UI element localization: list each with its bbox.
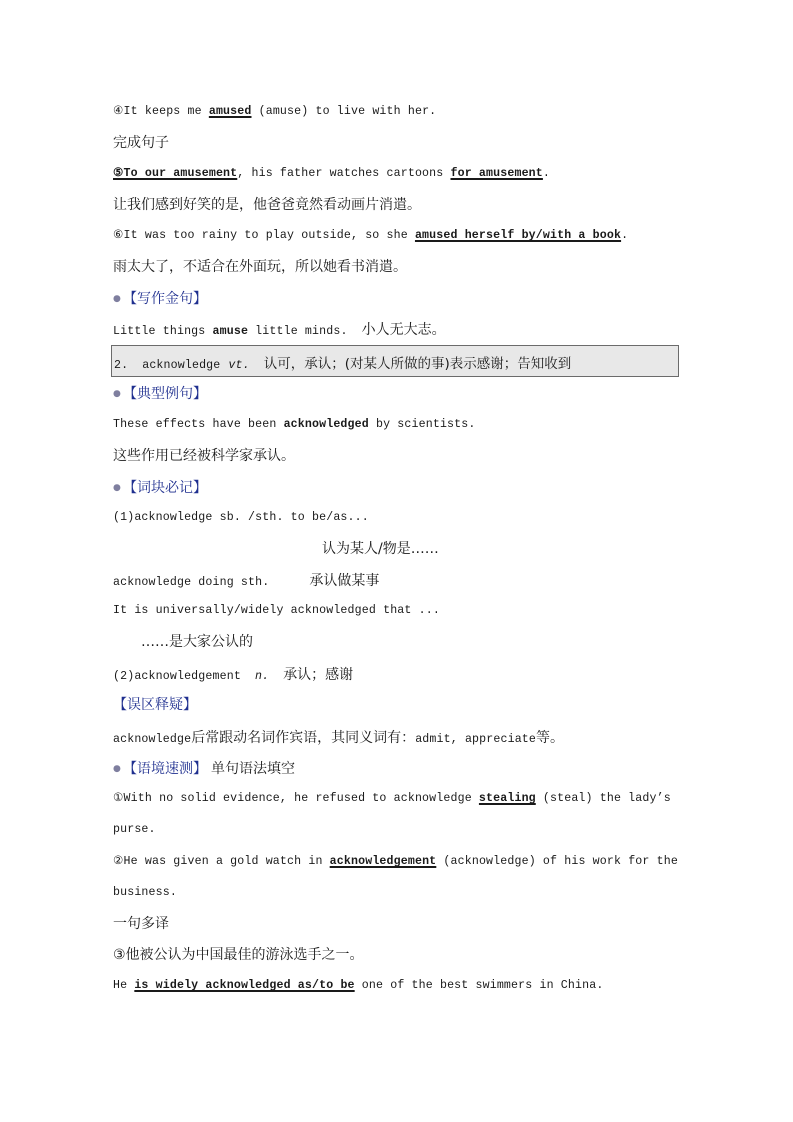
text: These effects have been — [113, 418, 284, 431]
heading-quick-test — [113, 758, 295, 779]
phrase-1: (1)acknowledge sb. /sth. to be/as... — [113, 511, 369, 524]
bullet-icon: ● — [113, 764, 121, 774]
phrase-pos: n. — [254, 670, 270, 683]
answer: stealing — [478, 792, 536, 805]
example-sentence — [113, 415, 476, 435]
phrase-meaning: 承认；感谢 — [283, 667, 354, 683]
exercise-2 — [113, 852, 678, 872]
text: He — [113, 979, 135, 992]
answer: amused herself by/with a book — [414, 229, 622, 242]
heading-text: 【写作金句】 — [123, 291, 207, 307]
heading-subtext: 单句语法填空 — [211, 761, 295, 777]
sentence-5 — [113, 164, 550, 184]
vocab-entry-box — [111, 345, 679, 377]
text: acknowledge — [113, 733, 192, 746]
heading-typical-example — [113, 383, 207, 404]
heading-misconception: 【误区释疑】 — [113, 697, 197, 713]
text: (amuse) to live with her. — [251, 105, 437, 118]
text: ⑥It was too rainy to play outside, so she — [113, 229, 415, 242]
translation: 小人无大志。 — [361, 322, 446, 338]
heading-text: 【词块必记】 — [123, 480, 207, 496]
entry-pos: vt. — [228, 359, 250, 372]
text: 后常跟动名词作宾语，其同义词有： — [191, 730, 416, 746]
exercise-3-prompt: ③他被公认为中国最佳的游泳选手之一。 — [113, 947, 364, 963]
translation-5: 让我们感到好笑的是，他爸爸竟然看动画片消遣。 — [113, 197, 421, 213]
text: . — [542, 167, 551, 180]
section-label-multi-translation: 一句多译 — [113, 916, 169, 932]
heading-phrases — [113, 477, 207, 498]
phrase-2 — [113, 570, 379, 593]
phrase-text: (2)acknowledgement — [113, 670, 241, 683]
exercise-1 — [113, 789, 681, 809]
text: , his father watches cartoons — [237, 167, 451, 180]
heading-text: 【典型例句】 — [123, 386, 207, 402]
answer: is widely acknowledged as/to be — [134, 979, 355, 992]
exercise-3-answer — [113, 976, 603, 996]
phrase-3-meaning: ……是大家公认的 — [141, 634, 253, 650]
phrase-4 — [113, 664, 353, 687]
sentence-4 — [113, 102, 436, 122]
text: admit, appreciate — [415, 733, 537, 746]
text: ④It keeps me — [113, 105, 209, 118]
phrase-meaning: 承认做某事 — [309, 573, 380, 589]
answer: ⑤To our amusement — [113, 167, 238, 180]
text: (steal) the lady’s — [535, 792, 671, 805]
translation-6: 雨太大了，不适合在外面玩，所以她看书消遣。 — [113, 259, 407, 275]
golden-sentence — [113, 319, 446, 342]
exercise-1-cont: purse. — [113, 823, 156, 836]
entry-definition: 认可，承认；(对某人所做的事)表示感谢；告知收到 — [263, 356, 572, 372]
text: by scientists. — [368, 418, 476, 431]
phrase-1-meaning: 认为某人/物是…… — [322, 541, 439, 557]
keyword: acknowledged — [283, 418, 369, 431]
bullet-icon: ● — [113, 389, 121, 399]
heading-text: 【语境速测】 — [123, 761, 207, 777]
phrase-text: acknowledge doing sth. — [113, 576, 270, 589]
text: 等。 — [536, 730, 565, 746]
answer: for amusement — [450, 167, 543, 180]
example-translation: 这些作用已经被科学家承认。 — [113, 448, 295, 464]
entry-number: 2. — [114, 359, 129, 372]
misconception-note — [113, 727, 564, 750]
section-label-complete-sentence: 完成句子 — [113, 135, 169, 151]
text: little minds. — [248, 325, 348, 338]
keyword: amuse — [212, 325, 249, 338]
entry-word: acknowledge — [142, 359, 221, 372]
answer: amused — [208, 105, 252, 118]
bullet-icon: ● — [113, 483, 121, 493]
text: ①With no solid evidence, he refused to acknowledge — [113, 792, 479, 805]
sentence-6 — [113, 226, 628, 246]
answer: acknowledgement — [329, 855, 437, 868]
exercise-2-cont: business. — [113, 886, 177, 899]
phrase-3: It is universally/widely acknowledged that ... — [113, 604, 440, 617]
bullet-icon: ● — [113, 294, 121, 304]
text: Little things — [113, 325, 213, 338]
text: ②He was given a gold watch in — [113, 855, 330, 868]
heading-writing-sentence — [113, 288, 207, 309]
text: (acknowledge) of his work for the — [436, 855, 678, 868]
text: . — [621, 229, 629, 242]
text: one of the best swimmers in China. — [354, 979, 604, 992]
